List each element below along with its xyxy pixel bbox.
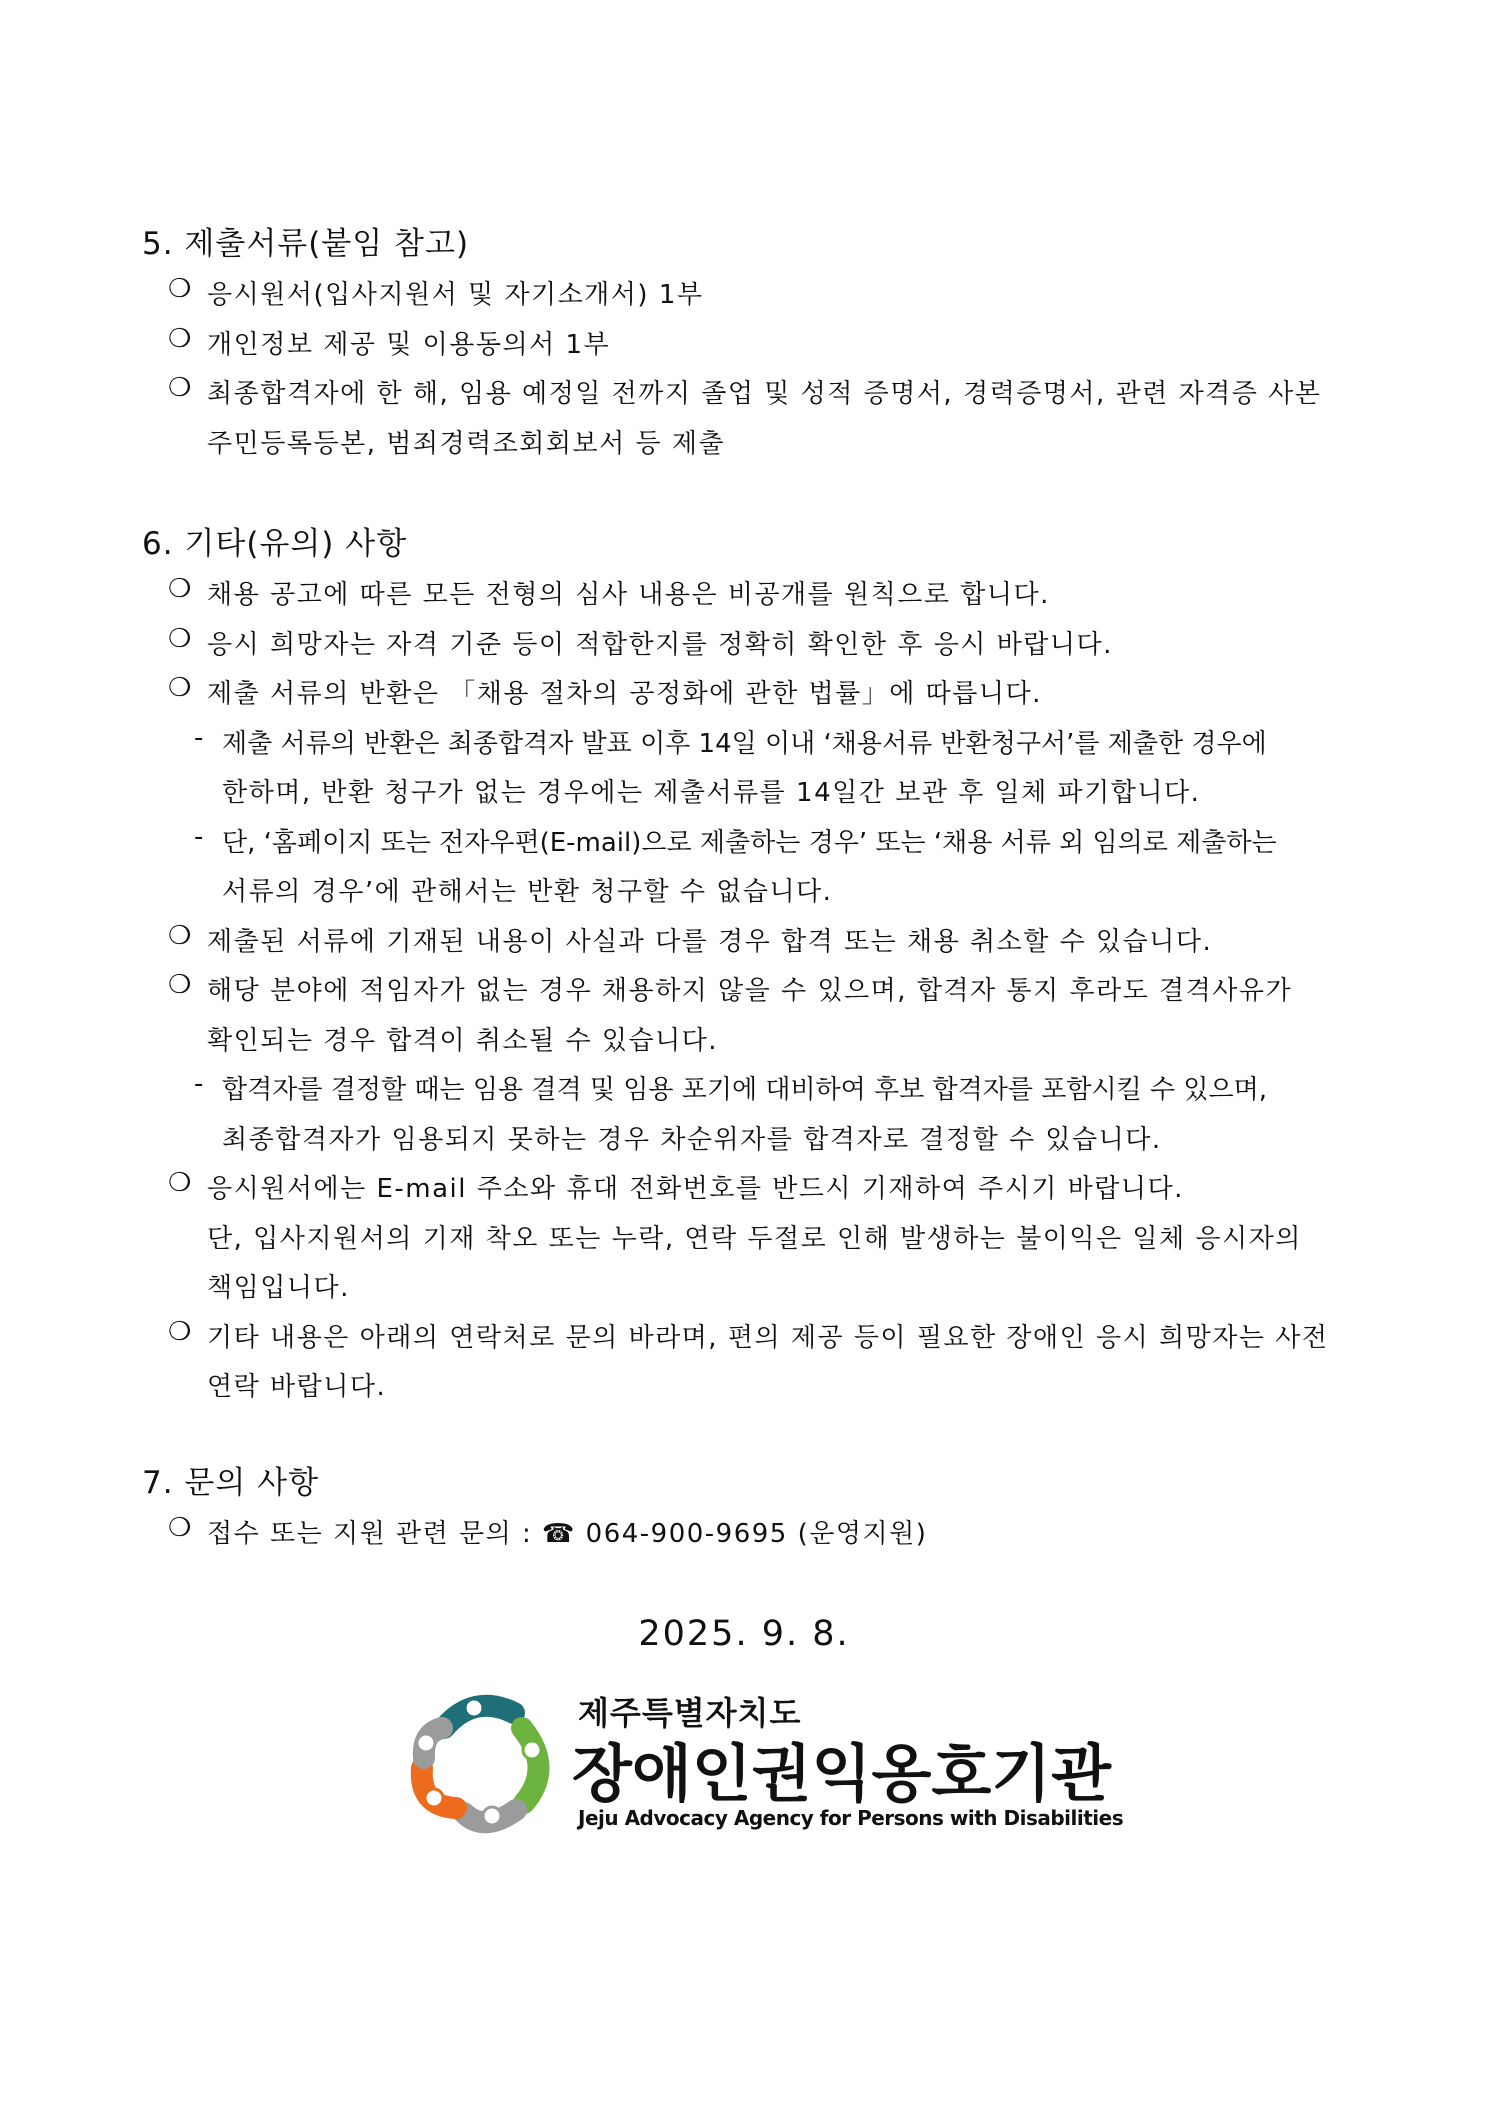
bullet-icon: ❍ <box>168 574 192 604</box>
continuation-text: 연락 바랍니다. <box>207 1372 387 1402</box>
bullet-item-text: 최종합격자에 한 해, 임용 예정일 전까지 졸업 및 성적 증명서, 경력증명서, 관련 자격증 사본 <box>207 379 1322 409</box>
logo-english-name: Jeju Advocacy Agency for Persons with Disabilities <box>578 1806 1124 1830</box>
bullet-icon: ❍ <box>168 920 192 951</box>
bullet-item-text: 채용 공고에 따른 모든 전형의 심사 내용은 비공개를 원칙으로 합니다. <box>207 580 1050 610</box>
bullet-icon: ❍ <box>168 373 192 403</box>
bullet-icon: ❍ <box>168 623 192 654</box>
dash-marker: - <box>194 821 204 852</box>
continuation-text: 서류의 경우’에 관해서는 반환 청구할 수 없습니다. <box>222 877 833 907</box>
bullet-item-text: 응시원서에는 E-mail 주소와 휴대 전화번호를 반드시 기재하여 주시기 바랍니다. <box>207 1174 1184 1204</box>
logo-head-gray-left <box>417 1734 435 1752</box>
bullet-icon: ❍ <box>168 323 192 354</box>
bullet-item-text: 제출 서류의 반환은 「채용 절차의 공정화에 관한 법률」에 따릅니다. <box>207 679 1042 709</box>
sub-item-text: 제출 서류의 반환은 최종합격자 발표 이후 14일 이내 ‘채용서류 반환청구서’를 제출한 경우에 <box>222 728 1267 759</box>
section-heading: 7. 문의 사항 <box>142 1465 320 1501</box>
logo-green-arc <box>522 1728 539 1803</box>
logo-head-orange <box>425 1789 443 1807</box>
bullet-item-text: 응시 희망자는 자격 기준 등이 적합한지를 정확히 확인한 후 응시 바랍니다. <box>207 629 1113 660</box>
bullet-icon: ❍ <box>168 673 192 703</box>
logo-head-teal <box>465 1699 483 1717</box>
sub-item-text: 합격자를 결정할 때는 임용 결격 및 임용 포기에 대비하여 후보 합격자를 포함시킬 수 있으며, <box>222 1075 1267 1105</box>
organization-logo <box>404 1688 1124 1838</box>
bullet-icon: ❍ <box>168 1316 192 1347</box>
issue-date: 2025. 9. 8. <box>638 1614 850 1654</box>
bullet-item-text: 응시원서(입사지원서 및 자기소개서) 1부 <box>207 280 704 310</box>
section-heading: 6. 기타(유의) 사항 <box>142 526 408 562</box>
sub-item-text: 단, ‘홈페이지 또는 전자우편(E-mail)으로 제출하는 경우’ 또는 ‘채용 서류 외 임의로 제출하는 <box>222 827 1277 858</box>
logo-head-green <box>523 1741 541 1759</box>
continuation-text: 확인되는 경우 합격이 취소될 수 있습니다. <box>207 1025 719 1056</box>
bullet-icon: ❍ <box>168 970 192 1000</box>
continuation-text: 단, 입사지원서의 기재 착오 또는 누락, 연락 두절로 인해 발생하는 불이익은 일체 응시자의 <box>207 1223 1302 1254</box>
continuation-text: 책임입니다. <box>207 1273 350 1303</box>
logo-emblem-icon <box>404 1688 554 1838</box>
dash-marker: - <box>194 722 204 753</box>
logo-name: 장애인권익옹호기관 <box>572 1737 1112 1810</box>
dash-marker: - <box>194 1069 204 1099</box>
continuation-text: 주민등록등본, 범죄경력조회회보서 등 제출 <box>207 428 726 459</box>
bullet-icon: ❍ <box>168 1513 192 1543</box>
logo-subtitle: 제주특별자치도 <box>578 1694 802 1732</box>
bullet-item-text: 접수 또는 지원 관련 문의 : ☎ 064-900-9695 (운영지원) <box>207 1519 928 1549</box>
bullet-icon: ❍ <box>168 1168 192 1198</box>
bullet-item-text: 개인정보 제공 및 이용동의서 1부 <box>207 329 611 360</box>
bullet-item-text: 기타 내용은 아래의 연락처로 문의 바라며, 편의 제공 등이 필요한 장애인 응시 희망자는 사전 <box>207 1322 1329 1353</box>
continuation-text: 최종합격자가 임용되지 못하는 경우 차순위자를 합격자로 결정할 수 있습니다. <box>222 1124 1162 1155</box>
section-heading: 5. 제출서류(붙임 참고) <box>142 226 470 262</box>
bullet-icon: ❍ <box>168 274 192 304</box>
bullet-item-text: 제출된 서류에 기재된 내용이 사실과 다를 경우 합격 또는 채용 취소할 수 있습니다. <box>207 926 1213 957</box>
logo-head-gray <box>483 1807 501 1825</box>
continuation-text: 한하며, 반환 청구가 없는 경우에는 제출서류를 14일간 보관 후 일체 파기합니다. <box>222 778 1201 808</box>
bullet-item-text: 해당 분야에 적임자가 없는 경우 채용하지 않을 수 있으며, 합격자 통지 후라도 결격사유가 <box>207 976 1293 1006</box>
